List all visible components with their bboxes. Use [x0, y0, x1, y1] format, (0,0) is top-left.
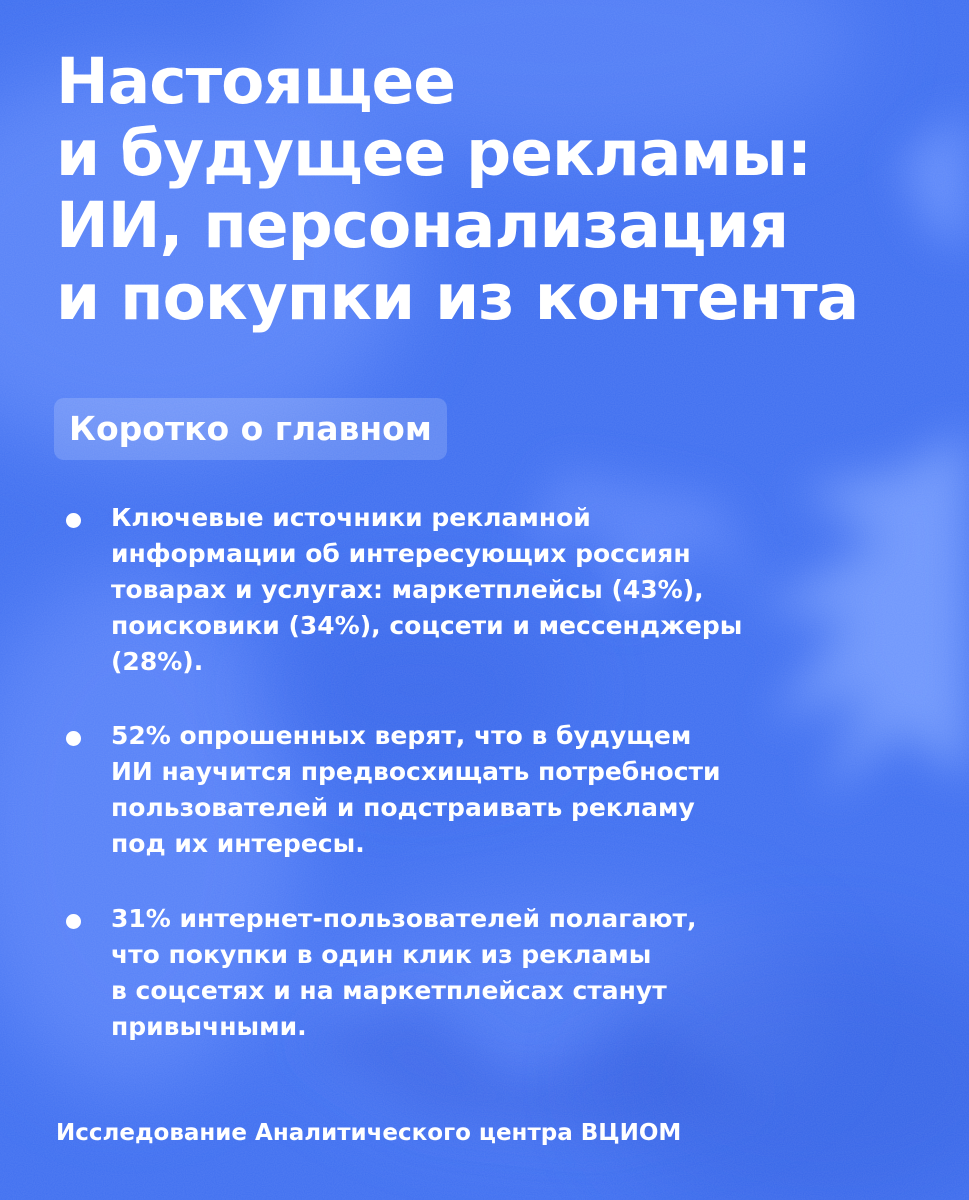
key-point-line: (28%). — [111, 647, 204, 676]
key-point-line: товарах и услугах: маркетплейсы (43%), — [111, 575, 704, 604]
title-line: и покупки из контента — [56, 261, 859, 334]
section-label: Коротко о главном — [54, 398, 447, 460]
key-point-line: информации об интересующих россиян — [111, 539, 691, 568]
key-point-text — [111, 901, 911, 1045]
key-point-line: что покупки в один клик из рекламы — [111, 940, 652, 969]
key-point-line: ИИ научится предвосхищать потребности — [111, 757, 721, 786]
key-point-line: в соцсетях и на маркетплейсах станут — [111, 976, 667, 1005]
page-title — [56, 46, 946, 334]
key-point-line: привычными. — [111, 1012, 307, 1041]
bullet-dot-icon — [66, 914, 81, 929]
key-point-line: 52% опрошенных верят, что в будущем — [111, 721, 692, 750]
key-point-text — [111, 500, 911, 680]
key-point-line: поисковики (34%), соцсети и мессенджеры — [111, 611, 743, 640]
title-line: и будущее рекламы: — [56, 117, 812, 190]
key-point-line: пользователей и подстраивать рекламу — [111, 793, 695, 822]
key-point-text — [111, 718, 911, 862]
title-line: Настоящее — [56, 45, 455, 118]
bullet-dot-icon — [66, 513, 81, 528]
bullet-dot-icon — [66, 731, 81, 746]
source-footer: Исследование Аналитического центра ВЦИОМ — [56, 1120, 682, 1146]
key-point-line: Ключевые источники рекламной — [111, 503, 591, 532]
title-line: ИИ, персонализация — [56, 189, 789, 262]
key-point-line: под их интересы. — [111, 829, 365, 858]
key-point-line: 31% интернет-пользователей полагают, — [111, 904, 697, 933]
